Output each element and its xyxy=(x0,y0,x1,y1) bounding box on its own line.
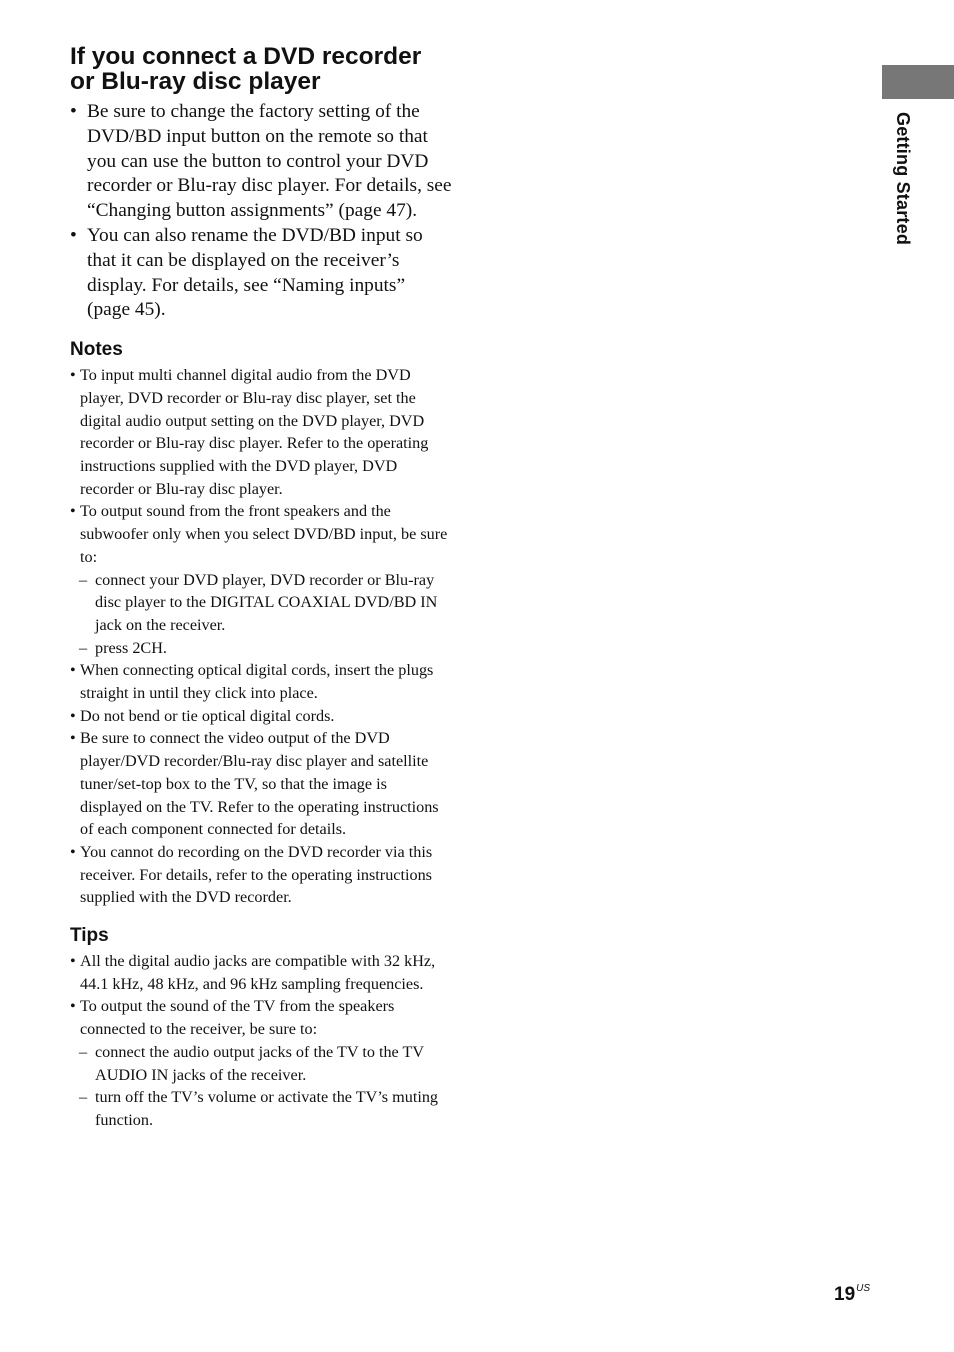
tip-sub-item: – turn off the TV’s volume or activate the TV’s muting function. xyxy=(79,1086,452,1131)
tip-item xyxy=(70,950,452,995)
tip-text: To output the sound of the TV from the speakers connected to the receiver, be sure to: xyxy=(80,997,395,1039)
note-sub-item: – connect your DVD player, DVD recorder or Blu-ray disc player to the DIGITAL COAXIAL DVD/BD IN jack on the receiver. xyxy=(79,569,452,637)
main-column xyxy=(70,44,452,1132)
note-item xyxy=(70,500,452,659)
tip-text: All the digital audio jacks are compatible with 32 kHz, 44.1 kHz, 48 kHz, and 96 kHz sampling frequencies. xyxy=(80,952,436,993)
note-item xyxy=(70,705,452,728)
note-item xyxy=(70,659,452,704)
page-number xyxy=(834,1283,870,1306)
page-number-value: 19 xyxy=(834,1284,856,1305)
notes-list xyxy=(70,364,452,909)
note-text: You cannot do recording on the DVD recorder via this receiver. For details, refer to the operating instructions supplied with the DVD recorder. xyxy=(80,842,433,907)
note-item xyxy=(70,364,452,500)
note-sub-item: – press 2CH. xyxy=(79,637,452,660)
note-text: Do not bend or tie optical digital cords. xyxy=(80,706,335,725)
section-bullet: • You can also rename the DVD/BD input so that it can be displayed on the receiver’s display. For details, see “Naming inputs” (page 45). xyxy=(70,224,452,323)
tips-list xyxy=(70,950,452,1132)
note-item xyxy=(70,841,452,909)
section-bullet: • Be sure to change the factory setting of the DVD/BD input button on the remote so that you can use the button to control your DVD recorder or Blu-ray disc player. For details, see “Changing button assignments” (page 47). xyxy=(70,100,452,224)
section-bullet-list xyxy=(70,100,452,323)
section-tab-marker xyxy=(882,65,954,99)
note-text: Be sure to connect the video output of the DVD player/DVD recorder/Blu-ray disc player and satellite tuner/set-top box to the TV, so that the image is displayed on the TV. Refer to the operating instructions of each component connected for details. xyxy=(80,729,439,839)
note-text: When connecting optical digital cords, insert the plugs straight in until they click into place. xyxy=(80,661,434,703)
tip-sub-list xyxy=(79,1041,452,1132)
tips-heading: Tips xyxy=(70,925,109,947)
notes-heading: Notes xyxy=(70,339,123,361)
note-text: To output sound from the front speakers and the subwoofer only when you select DVD/BD input, be sure to: xyxy=(80,502,448,566)
page-number-suffix: US xyxy=(856,1283,871,1294)
note-text: To input multi channel digital audio from the DVD player, DVD recorder or Blu-ray disc player, set the digital audio output setting on the DVD player, DVD recorder or Blu-ray disc player. Refer to the operating instructions supplied with the DVD player, DVD recorder or Blu-ray disc player. xyxy=(80,366,429,498)
tip-sub-item: – connect the audio output jacks of the TV to the TV AUDIO IN jacks of the receiver. xyxy=(79,1041,452,1086)
section-heading: If you connect a DVD recorder or Blu-ray disc player xyxy=(70,43,422,95)
section-tab-label: Getting Started xyxy=(893,112,913,246)
tip-item xyxy=(70,995,452,1131)
note-sub-list xyxy=(79,569,452,660)
note-item xyxy=(70,727,452,841)
